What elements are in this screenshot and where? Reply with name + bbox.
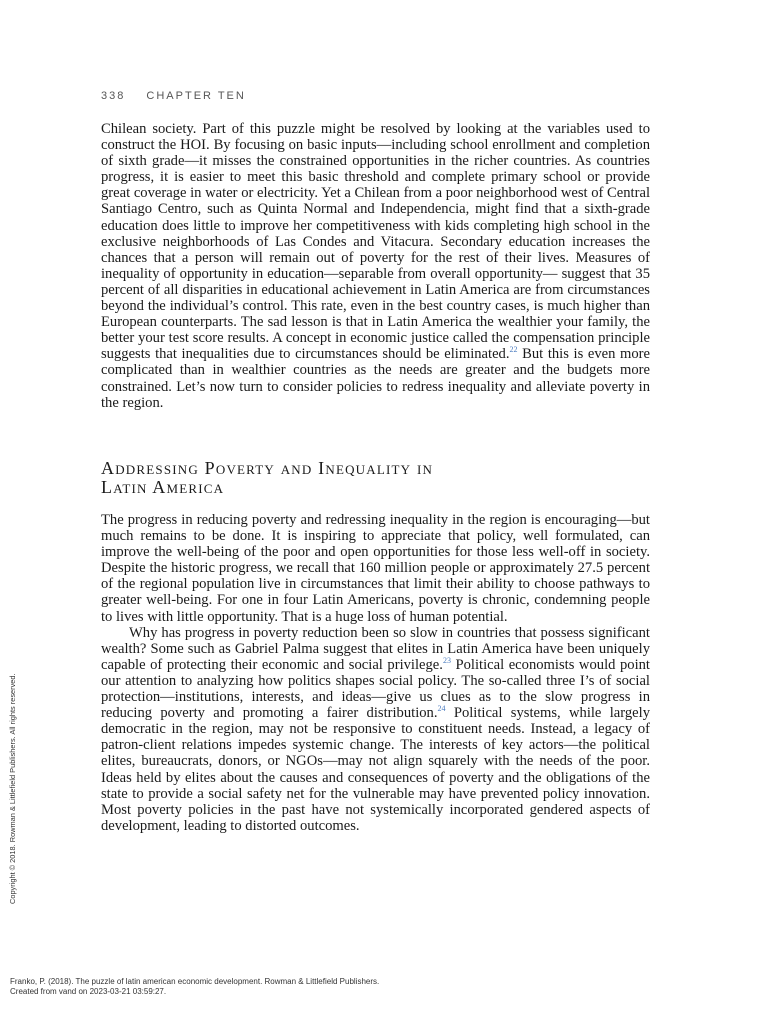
- paragraph-text: Why has progress in poverty reduction been so slow in countries that possess significant wealth? Some such as Gabriel Palma suggest that elites in Latin America have been uniquely capable of protecting their economic and social privilege.: [101, 624, 650, 673]
- running-head: [101, 90, 246, 102]
- page-number: 338: [101, 90, 126, 102]
- created-line: Created from vand on 2023-03-21 03:59:27.: [10, 986, 167, 996]
- citation-footer: [10, 977, 379, 996]
- body-text-bottom: [101, 512, 650, 834]
- paragraph-text: Political systems, while largely democratic in the region, may not be responsive to constituent needs. Instead, a legacy of patron-client relations impedes systemic change. The interests of key actors—the political elites, bureaucrats, donors, or NGOs—may not align squarely with the needs of the poor. Ideas held by elites about the causes and consequences of poverty and the obligations of the state to provide a social safety net for the vulnerable may have prevented policy innovation. Most poverty policies in the past have not systemically incorporated gendered aspects of development, leading to distorted outcomes.: [101, 705, 650, 834]
- section-heading-line: Addressing Poverty and Inequality in: [101, 458, 434, 478]
- paragraph-text: But this is even more complicated than in wealthier countries as the needs are greater and the budgets more constrained. Let’s now turn to consider policies to redress inequality and alleviate poverty in the region.: [101, 346, 650, 411]
- paragraph-text: Chilean society. Part of this puzzle might be resolved by looking at the variables used to construct the HOI. By focusing on basic inputs—including school enrollment and completion of sixth grade—it misses the constrained opportunities in the richer countries. As countries progress, it is easier to meet this basic threshold and complete primary school or provide great coverage in water or electricity. Yet a Chilean from a poor neighborhood west of Central Santiago Centro, such as Quinta Normal and Independencia, might find that a sixth-grade education does little to improve her competitiveness with kids completing high school in the exclusive neighborhoods of Las Condes and Vitacura. Secondary education increases the chances that a person will remain out of poverty for the rest of their lives. Measures of inequality of opportunity in education—separable from overall opportunity— suggest that 35 percent of all disparities in educational achievement in Latin America are from circumstances beyond the individual’s control. This rate, even in the best country cases, is much higher than European counterparts. The sad lesson is that in Latin America the wealthier your family, the better your test score results. A concept in economic justice called the compensation principle suggests that inequalities due to circumstances should be eliminated.: [101, 121, 650, 363]
- side-copyright-notice: Copyright © 2018. Rowman & Littlefield Publishers. All rights reserved.: [8, 673, 17, 904]
- footnote-ref-22[interactable]: 22: [509, 345, 518, 355]
- paragraph-text: Political economists would point our attention to analyzing how politics shapes social policy. The so-called three I’s of social protection—institutions, interests, and ideas—give us clues as to the slow progress in reducing poverty and promoting a fairer distribution.: [101, 656, 650, 722]
- section-heading: [101, 459, 661, 497]
- footnote-ref-23[interactable]: 23: [442, 655, 451, 665]
- section-heading-line: Latin America: [101, 477, 225, 497]
- footnote-ref-24[interactable]: 24: [437, 704, 446, 714]
- paragraph: [101, 625, 650, 834]
- paragraph: [101, 121, 650, 411]
- body-text-top: [101, 121, 650, 411]
- chapter-title: CHAPTER TEN: [146, 90, 246, 102]
- paragraph: The progress in reducing poverty and redressing inequality in the region is encouraging—but much remains to be done. It is inspiring to appreciate that policy, well formulated, can improve the well-being of the poor and open opportunities for those less well-off in society. Despite the historic progress, we recall that 160 million people or approximately 27.5 percent of the regional population live in circumstances that limit their ability to choose pathways to greater well-being. For one in four Latin Americans, poverty is chronic, condemning people to lives with little opportunity. That is a huge loss of human potential.: [101, 512, 650, 625]
- citation-line: Franko, P. (2018). The puzzle of latin american economic development. Rowman & Littlefield Publishers.: [10, 977, 380, 986]
